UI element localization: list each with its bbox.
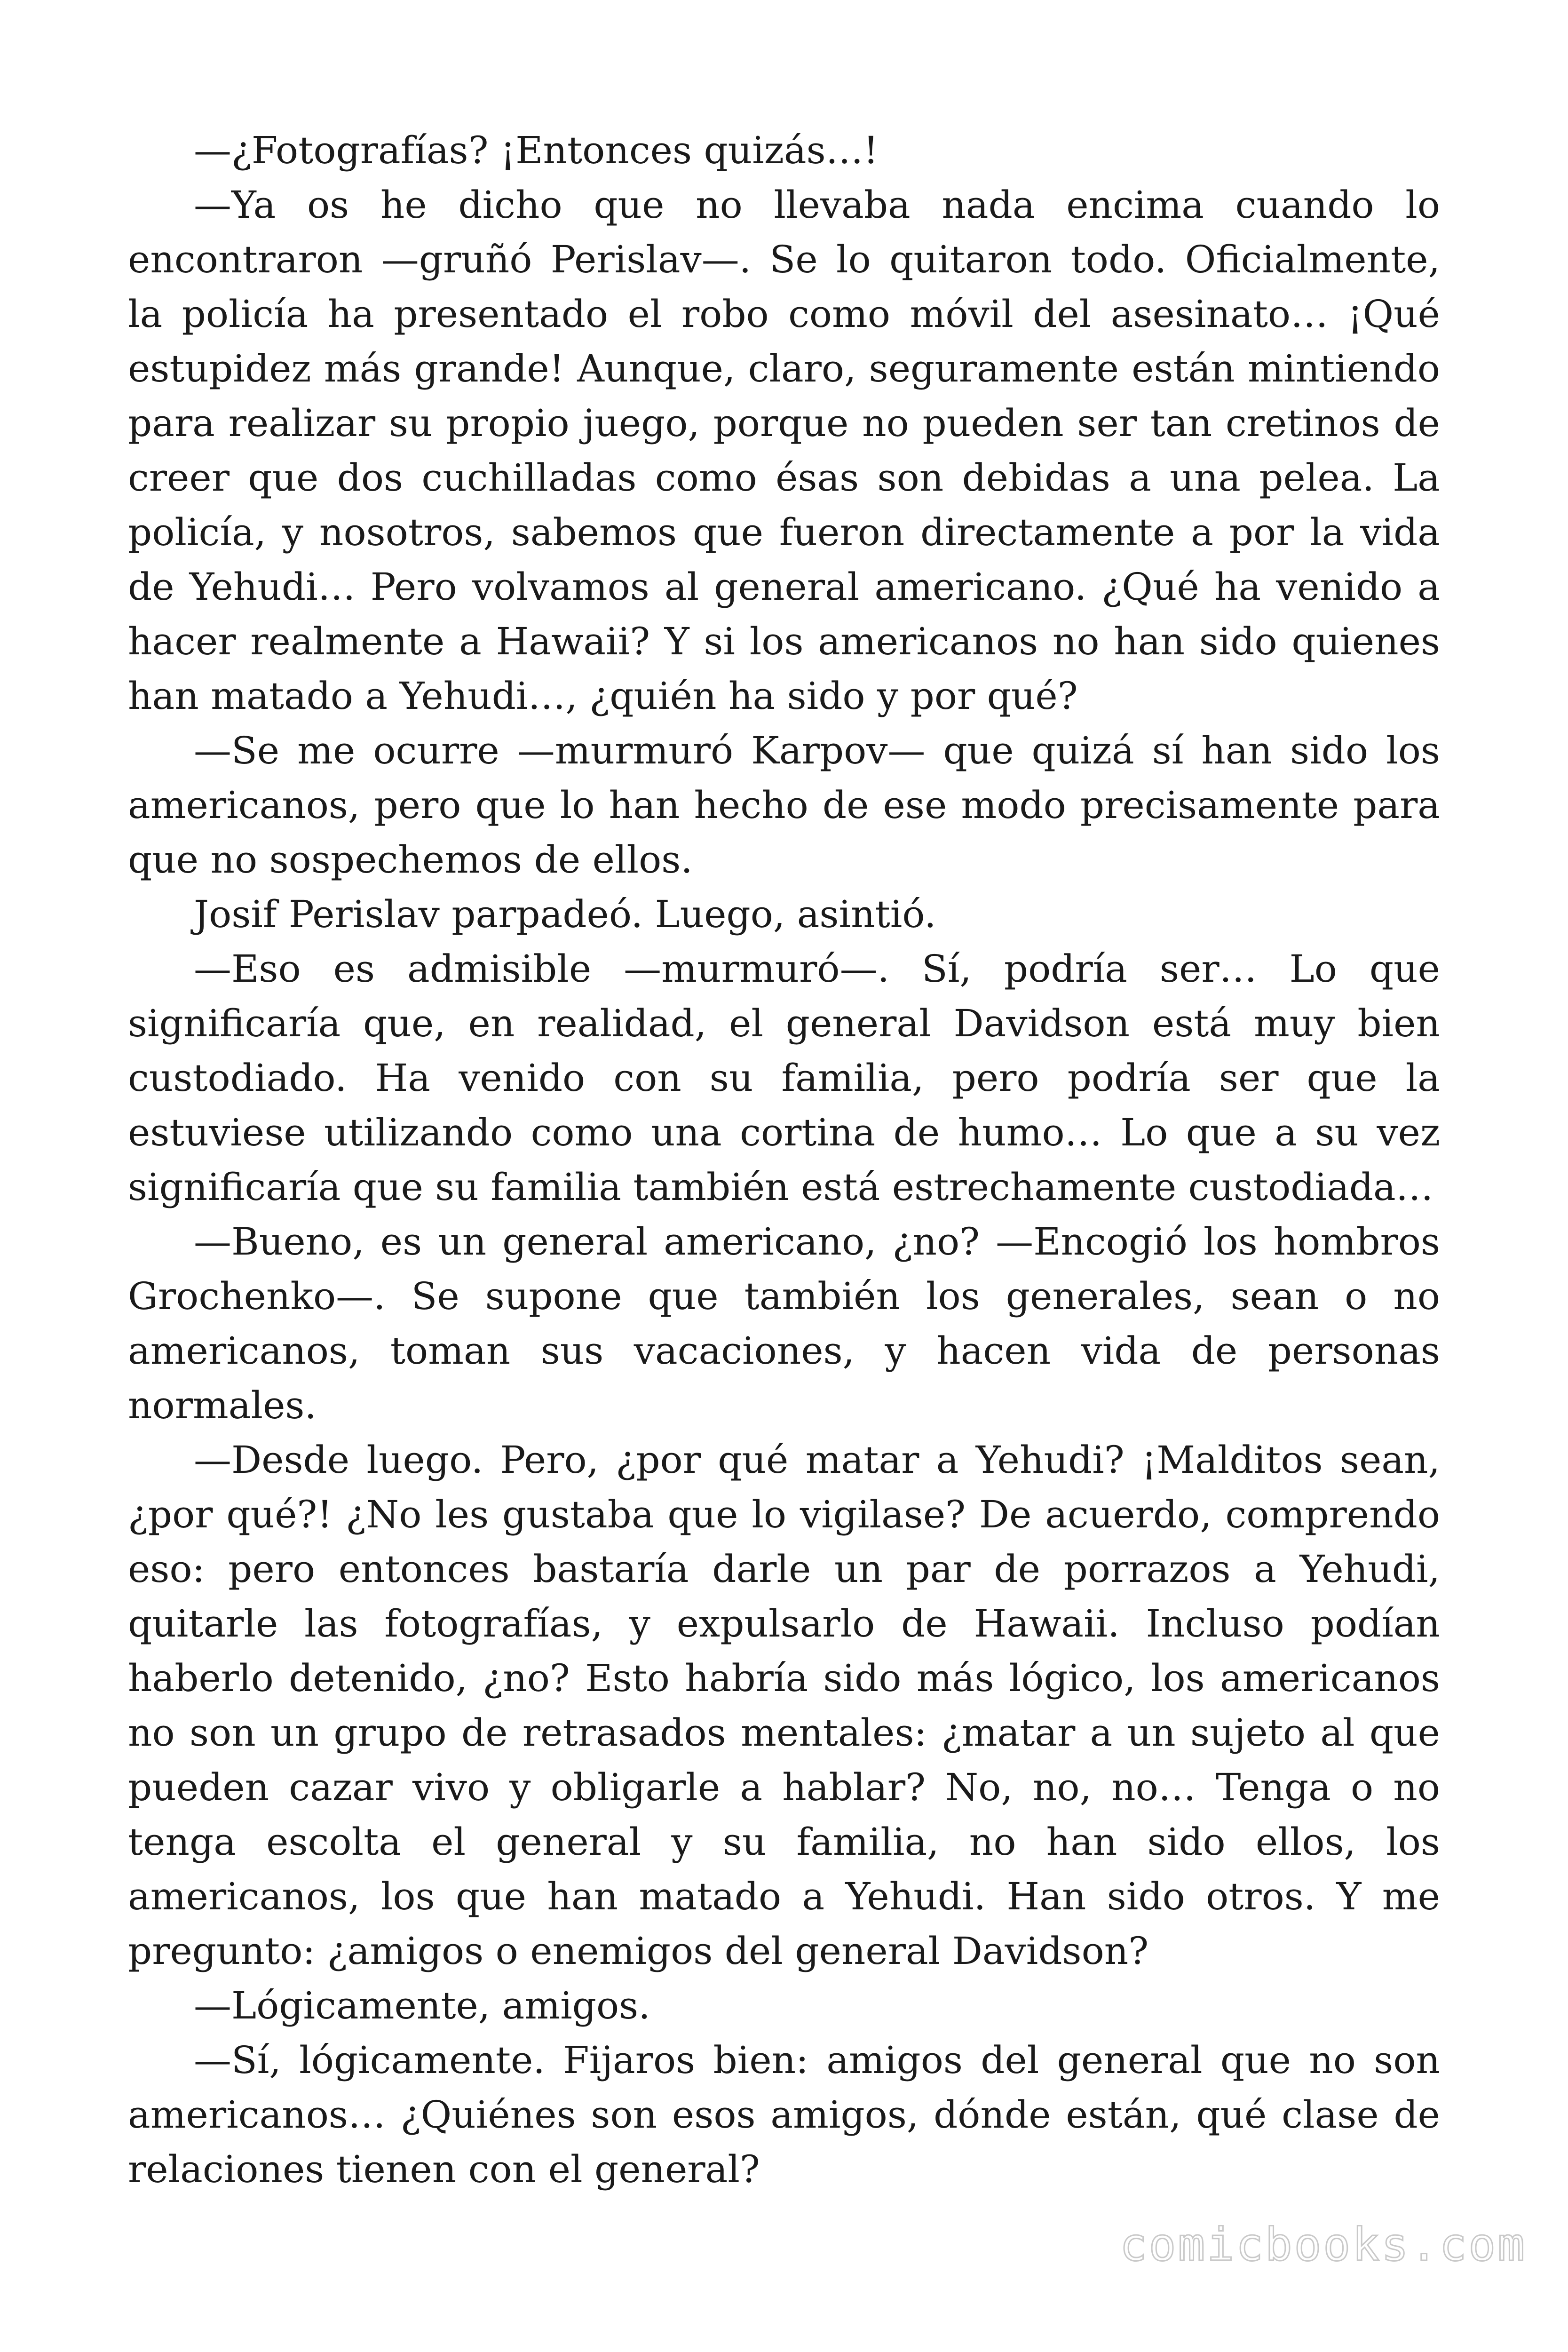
paragraph: —¿Fotografías? ¡Entonces quizás…! xyxy=(194,128,879,172)
paragraph: —Lógicamente, amigos. xyxy=(194,1984,650,2027)
body-text xyxy=(128,123,1440,2197)
paragraph: —Eso es admisible —murmuró—. Sí, podría ser… Lo que significaría que, en realidad, el general Davidson está muy bien custodiado. Ha venido con su familia, pero podría ser que la estuviese utilizando como una cortina de humo… Lo que a su vez significaría que su familia también está estrechamente custodiada… xyxy=(128,947,1440,1209)
paragraph: —Desde luego. Pero, ¿por qué matar a Yehudi? ¡Malditos sean, ¿por qué?! ¿No les gustaba que lo vigilase? De acuerdo, comprendo eso: pero entonces bastaría darle un par de porrazos a Yehudi, quitarle las fotografías, y expulsarlo de Hawaii. Incluso podían haberlo detenido, ¿no? Esto habría sido más lógico, los americanos no son un grupo de retrasados mentales: ¿matar a un sujeto al que pueden cazar vivo y obligarle a hablar? No, no, no… Tenga o no tenga escolta el general y su familia, no han sido ellos, los americanos, los que han matado a Yehudi. Han sido otros. Y me pregunto: ¿amigos o enemigos del general Davidson? xyxy=(128,1438,1440,1973)
watermark: comicbooks.com xyxy=(1119,2218,1527,2271)
paragraph: Josif Perislav parpadeó. Luego, asintió. xyxy=(194,892,936,936)
paragraph: —Sí, lógicamente. Fijaros bien: amigos del general que no son americanos… ¿Quiénes son esos amigos, dónde están, qué clase de relaciones tienen con el general? xyxy=(128,2038,1440,2191)
paragraph: —Ya os he dicho que no llevaba nada encima cuando lo encontraron —gruñó Perislav—. Se lo quitaron todo. Oficialmente, la policía ha presentado el robo como móvil del asesinato… ¡Qué estupidez más grande! Aunque, claro, seguramente están mintiendo para realizar su propio juego, porque no pueden ser tan cretinos de creer que dos cuchilladas como ésas son debidas a una pelea. La policía, y nosotros, sabemos que fueron directamente a por la vida de Yehudi… Pero volvamos al general americano. ¿Qué ha venido a hacer realmente a Hawaii? Y si los americanos no han sido quienes han matado a Yehudi…, ¿quién ha sido y por qué? xyxy=(128,183,1440,718)
paragraph: —Se me ocurre —murmuró Karpov— que quizá sí han sido los americanos, pero que lo han hecho de ese modo precisamente para que no sospechemos de ellos. xyxy=(128,729,1440,882)
paragraph: —Bueno, es un general americano, ¿no? —Encogió los hombros Grochenko—. Se supone que también los generales, sean o no americanos, toman sus vacaciones, y hacen vida de personas normales. xyxy=(128,1220,1440,1427)
